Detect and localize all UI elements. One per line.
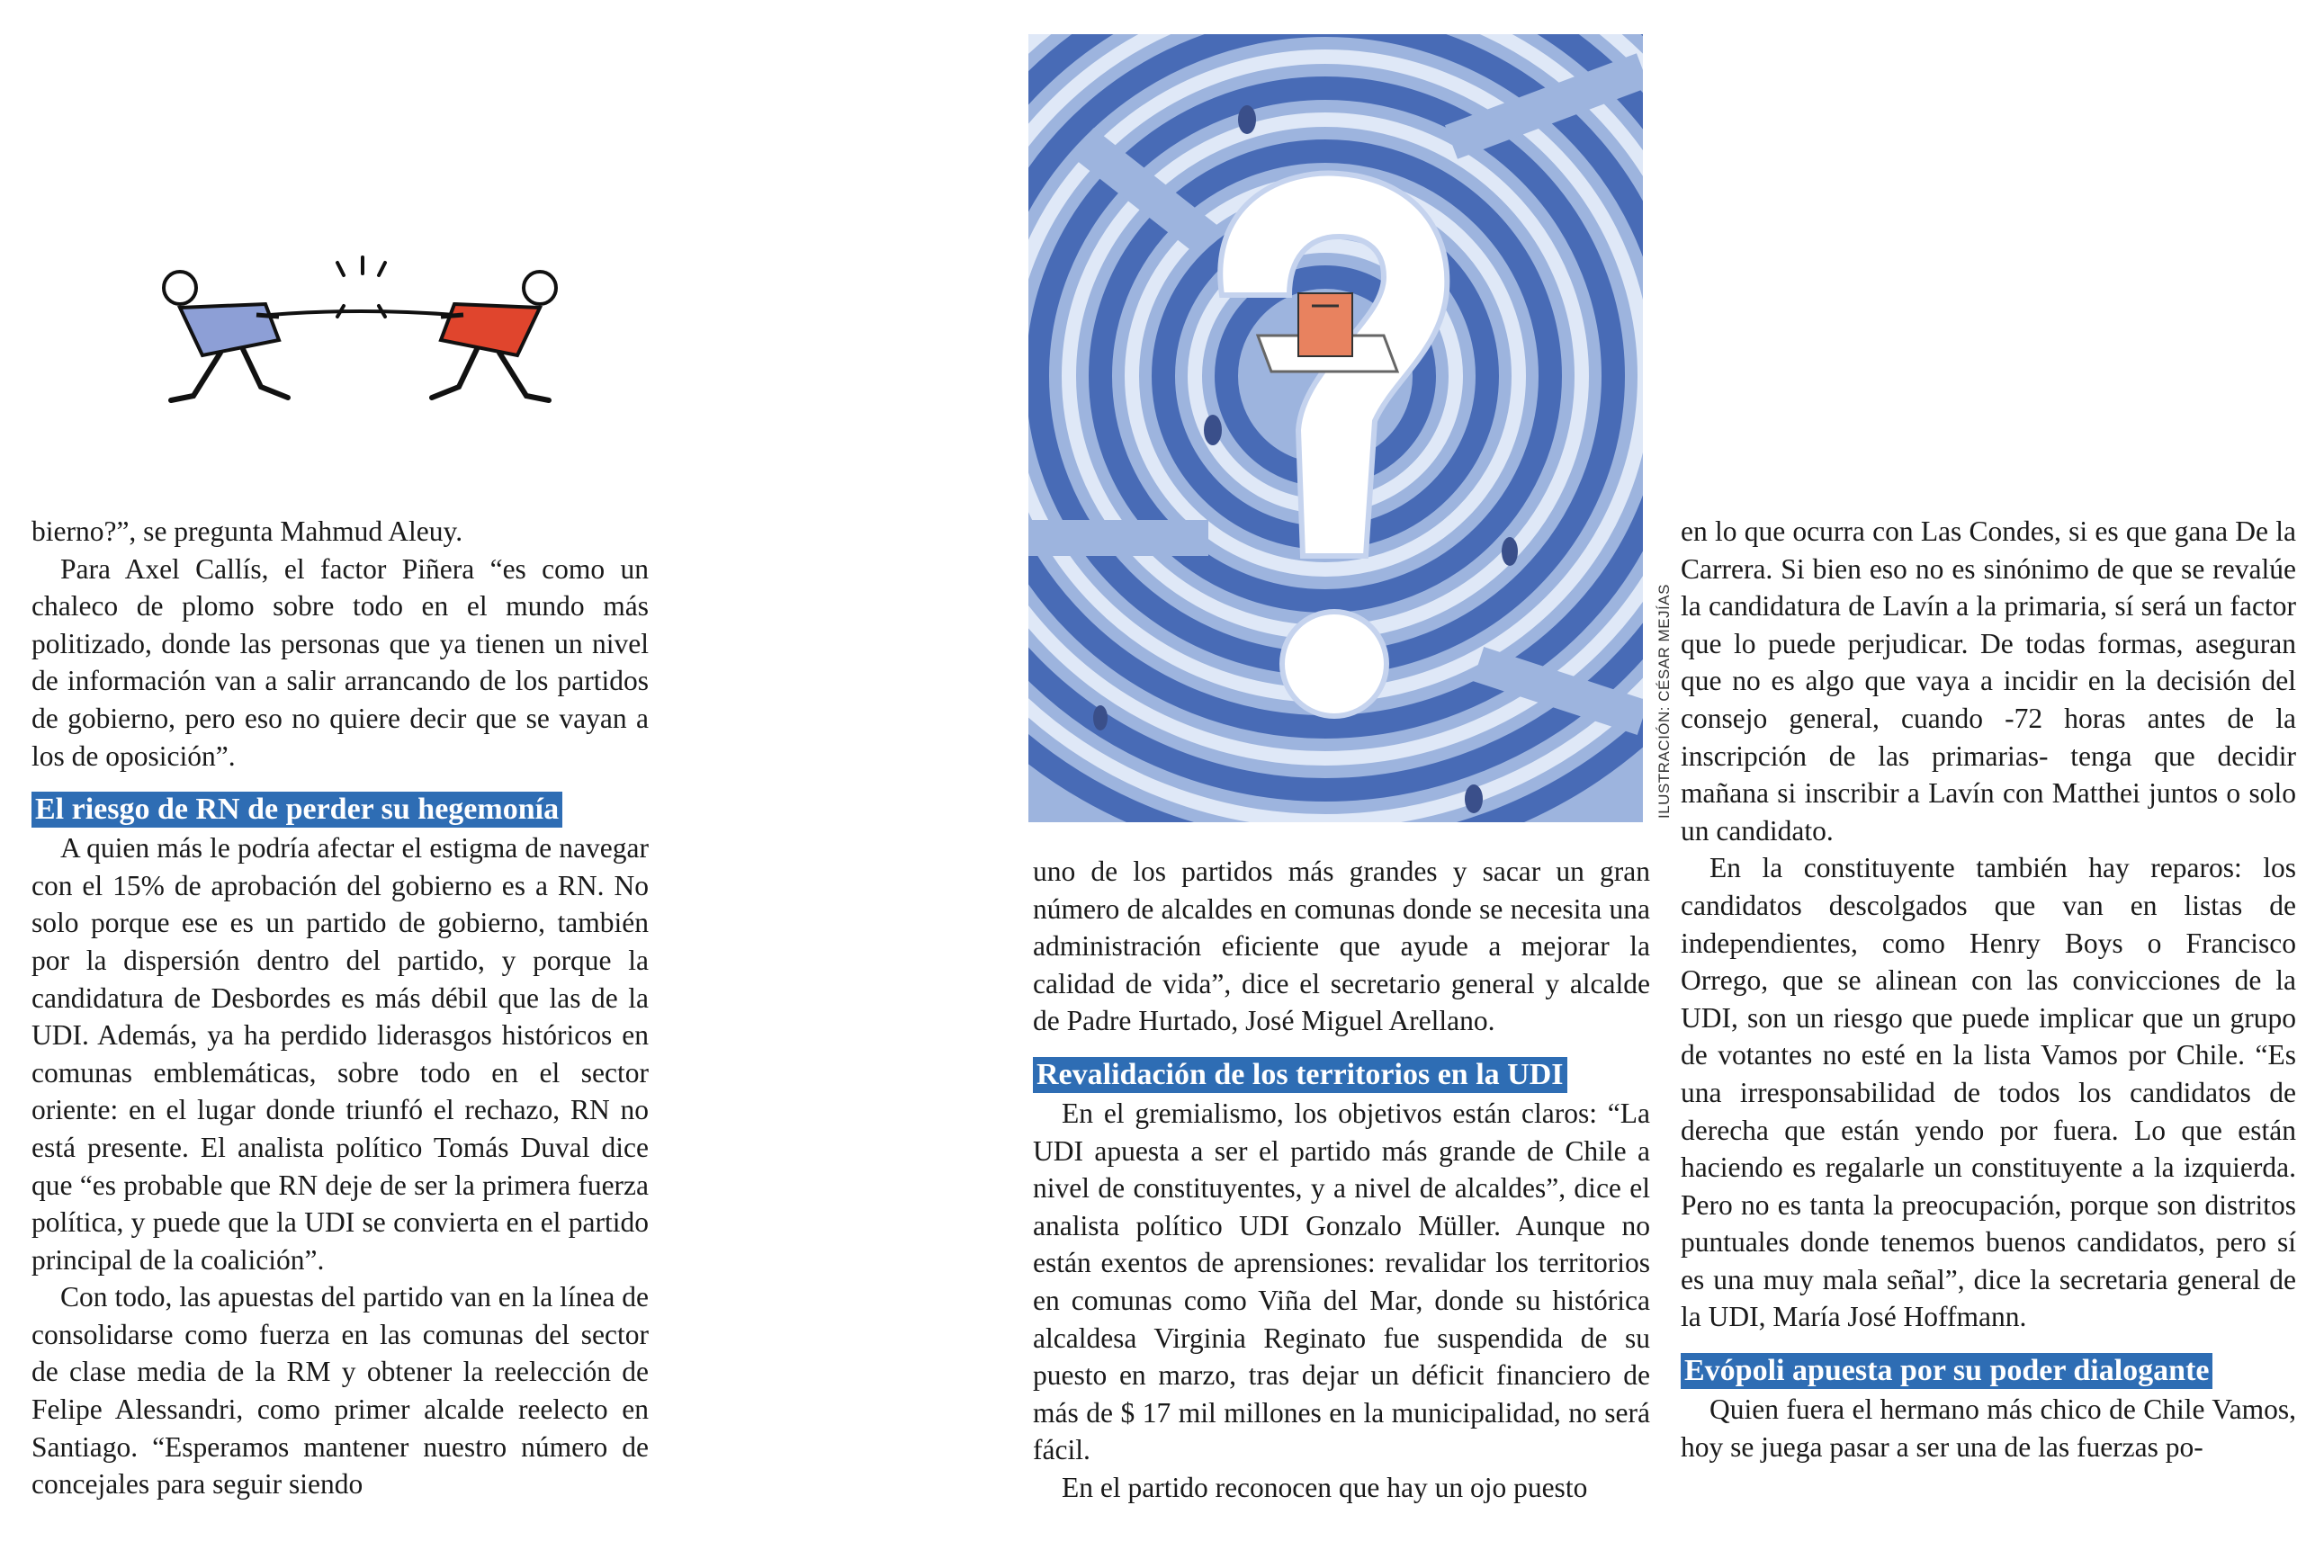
paragraph: uno de los partidos más grandes y sacar un gran número de alcaldes en comunas donde se necesita una administración eficiente que ayude a mejorar la calidad de vida”, dice el secretario general y alcalde de Padre Hurtado, José Miguel Arellano. — [1033, 856, 1650, 1037]
maze-question-mark-illustration — [1028, 34, 1643, 822]
illustration-credit — [1654, 584, 1675, 819]
rope — [270, 311, 454, 315]
paragraph: bierno?”, se pregunta Mahmud Aleuy. — [31, 515, 463, 547]
tug-of-war-illustration — [153, 252, 567, 432]
paragraph: Para Axel Callís, el factor Piñera “es como un chaleco de plomo sobre todo en el mundo más politizado, donde las personas que ya tienen un nivel de información van a salir arrancando de los partidos de gobierno, pero eso no quiere decir que se vayan a los de oposición”. — [31, 552, 649, 772]
paragraph: Quien fuera el hermano más chico de Chile Vamos, hoy se juega pasar a ser una de las fuerzas po- — [1681, 1393, 2296, 1463]
paragraph: Con todo, las apuestas del partido van en la línea de consolidarse como fuerza en las comunas del sector de clase media de la RM y obtener la reelección de Felipe Alessandri, como primer alcalde reelecto en Santiago. “Esperamos mantener nuestro número de concejales para seguir siendo — [31, 1281, 649, 1501]
red-figure — [432, 272, 556, 400]
section-subhead-udi: Revalidación de los territorios en la UDI — [1033, 1057, 1567, 1093]
middle-article-column — [1033, 853, 1650, 1507]
paragraph: En la constituyente también hay reparos: los candidatos descolgados que van en listas de independientes, como Henry Boys o Francisco Orrego, que se alinean con las convicciones de la UDI, son un riesgo que puede implicar que un grupo de votantes no esté en la lista Vamos por Chile. “Es una irresponsabilidad de todos los candidatos de derecha que están yendo por fuera. Lo que están haciendo es regalarle un constituyente a la izquierda. Pero no es tanta la preocupación, porque son distritos puntuales donde tenemos buenos candidatos, pero sí es una muy mala señal”, dice la secretaria general de la UDI, María José Hoffmann. — [1681, 852, 2296, 1333]
paragraph: En el gremialismo, los objetivos están claros: “La UDI apuesta a ser el partido más grande de Chile a nivel de constituyentes, y a nivel de alcaldes”, dice el analista político UDI Gonzalo Müller. Aunque no están exentos de aprensiones: revalidar los territorios en comunas como Viña del Mar, donde su histórica alcaldesa Virginia Reginato fue suspendida de su puesto en marzo, tras dejar un déficit financiero de más de $ 17 mil millones en la municipalidad, no será fácil. — [1033, 1097, 1650, 1466]
illustration-credit-text: ILUSTRACIÓN: CÉSAR MEJÍAS — [1656, 584, 1673, 819]
tension-marks — [337, 257, 385, 317]
section-subhead-evopoli: Evópoli apuesta por su poder dialogante — [1681, 1353, 2212, 1389]
section-subhead-rn: El riesgo de RN de perder su hegemonía — [31, 792, 562, 828]
paragraph: en lo que ocurra con Las Condes, si es que gana De la Carrera. Si bien eso no es sinónimo de que se revalúe la candidatura de Lavín a la primaria, sí será un factor que lo puede perjudicar. De todas formas, aseguran que no es algo que vaya a incidir en la decisión del consejo general, cuando -72 horas antes de la inscripción de las primarias- tenga que decidir mañana si inscribir a Lavín con Matthei juntos o solo un candidato. — [1681, 515, 2296, 847]
paragraph: A quien más le podría afectar el estigma de navegar con el 15% de aprobación del gobierno es a RN. No solo porque ese es un partido de gobierno, también por la dispersión dentro del partido, y porque la candidatura de Desbordes es más débil que las de la UDI. Además, ya ha perdido liderasgos históricos en comunas emblemáticas, sobre todo en el sector oriente: en el lugar donde triunfó el rechazo, RN no está presente. El analista político Tomás Duval dice que “es probable que RN deje de ser la primera fuerza política, y puede que la UDI se convierta en el partido principal de la coalición”. — [31, 832, 649, 1276]
paragraph: En el partido reconocen que hay un ojo puesto — [1062, 1471, 1588, 1503]
left-article-column — [31, 513, 649, 1503]
blue-figure — [164, 272, 288, 400]
right-article-column — [1681, 513, 2296, 1465]
